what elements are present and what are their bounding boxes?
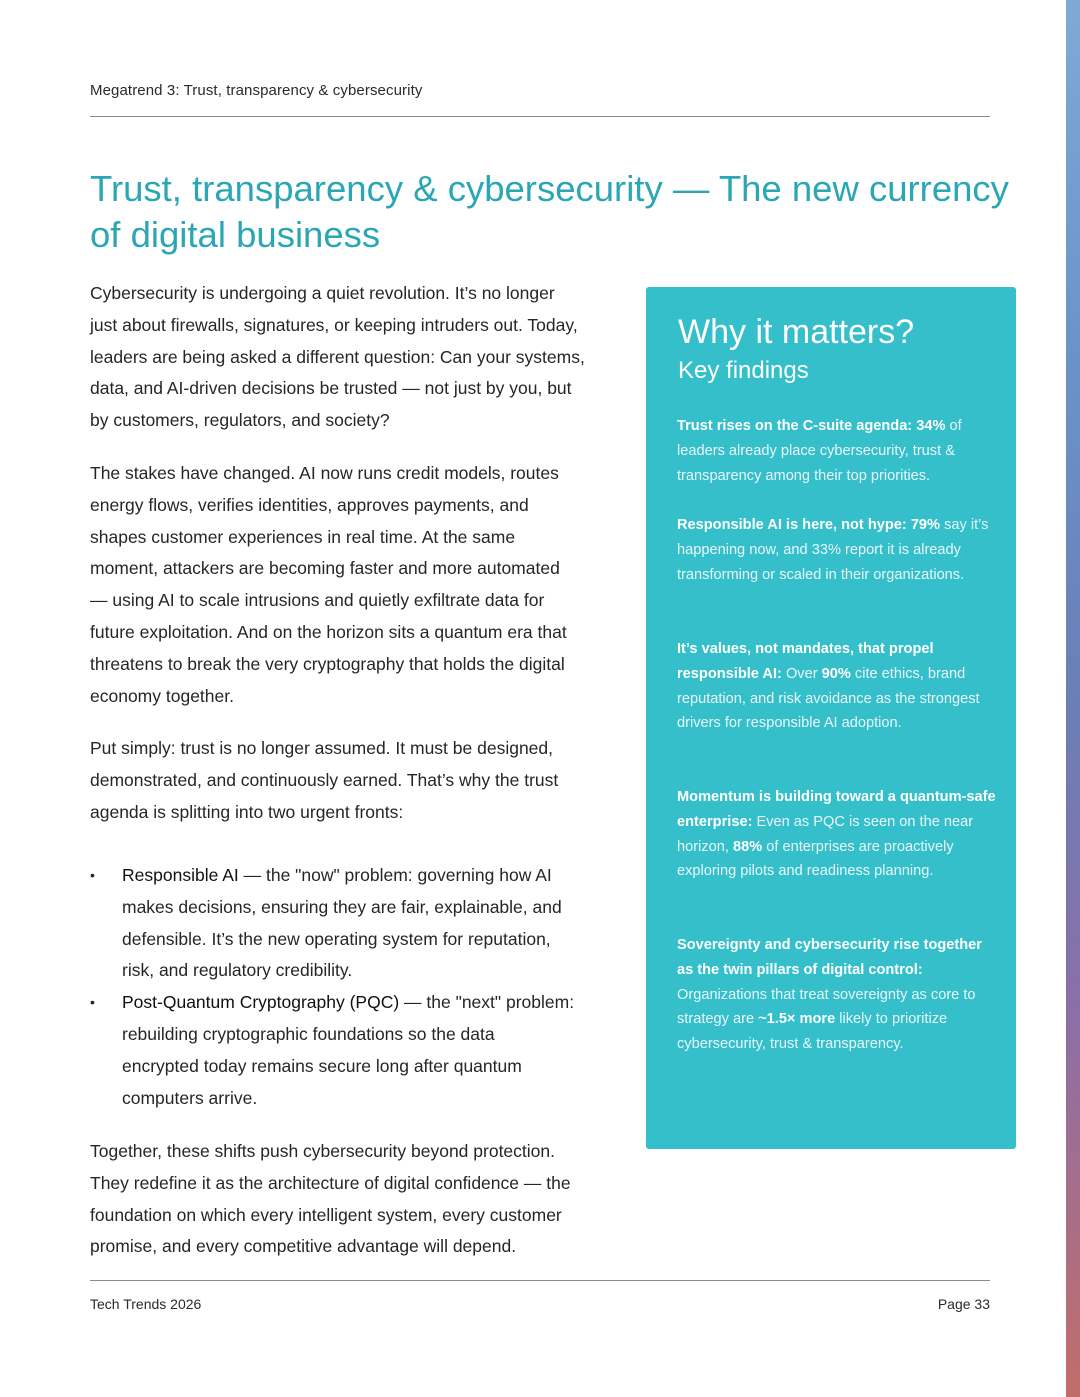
bullet-text: — the "next" problem: xyxy=(399,992,575,1013)
bullet-marker: • xyxy=(90,867,95,883)
finding-text: Over xyxy=(781,665,822,682)
summary-paragraph xyxy=(90,733,558,828)
text-line: risk, and regulatory credibility. xyxy=(122,960,353,981)
text-line: foundation on which every intelligent system, every customer xyxy=(90,1204,562,1225)
text-line: demonstrated, and continuously earned. That’s why the trust xyxy=(90,769,559,790)
text-line: They redefine it as the architecture of digital confidence — the xyxy=(90,1172,571,1193)
finding-lead: Responsible AI is here, not hype: 79% xyxy=(677,517,941,533)
text-line: promise, and every competitive advantage will depend. xyxy=(90,1236,517,1257)
finding-item xyxy=(677,785,997,884)
key-findings-sidebar xyxy=(646,287,1016,1149)
intro-paragraph xyxy=(90,278,585,437)
text-line: rebuilding cryptographic foundations so the data xyxy=(122,1023,495,1044)
finding-lead: Sovereignty and cybersecurity rise together as the twin pillars of digital control: xyxy=(677,937,982,978)
finding-highlight: 90% xyxy=(821,665,851,682)
text-line: The stakes have changed. AI now runs credit models, routes xyxy=(90,463,559,483)
conclusion-paragraph xyxy=(90,1136,571,1263)
finding-highlight: 88% xyxy=(732,838,763,855)
header-divider xyxy=(90,116,990,117)
page-title xyxy=(90,166,1009,258)
bullet-term: Post-Quantum Cryptography (PQC) xyxy=(122,992,400,1013)
sidebar-subtitle: Key findings xyxy=(678,357,809,384)
finding-lead: Trust rises on the C-suite agenda: 34% xyxy=(677,418,946,434)
bullet-term: Responsible AI xyxy=(122,865,239,885)
finding-highlight: ~1.5× more xyxy=(758,1011,836,1028)
finding-text: Organizations that treat sovereignty as core to strategy are xyxy=(677,986,976,1028)
text-line: leaders are being asked a different question: Can your systems, xyxy=(90,346,585,367)
finding-item xyxy=(677,414,997,488)
text-line: economy together. xyxy=(90,685,234,706)
text-line: Together, these shifts push cybersecurity beyond protection. xyxy=(90,1141,555,1161)
finding-text: Even as PQC is seen on the near horizon, xyxy=(677,813,974,855)
running-header: Megatrend 3: Trust, transparency & cybersecurity xyxy=(90,82,423,99)
bullet-text: — the "now" problem: governing how AI xyxy=(238,865,552,885)
finding-text: likely to prioritize cybersecurity, trust & transparency. xyxy=(677,1011,948,1053)
page-title-line-2: of digital business xyxy=(90,214,381,255)
finding-text: say it’s happening now, and 33% report it is already transforming or scaled in their organizations. xyxy=(677,517,989,583)
bullet-marker: • xyxy=(90,994,95,1011)
finding-text: of enterprises are proactively exploring pilots and readiness planning. xyxy=(677,838,954,880)
text-line: Put simply: trust is no longer assumed. It must be designed, xyxy=(90,738,553,758)
page-number: Page 33 xyxy=(937,1296,990,1312)
text-line: computers arrive. xyxy=(122,1087,258,1108)
page-edge-gradient xyxy=(1066,0,1080,1397)
list-item xyxy=(90,860,574,987)
text-line: threatens to break the very cryptography that holds the digital xyxy=(90,653,565,674)
text-line: encrypted today remains secure long after quantum xyxy=(122,1055,522,1076)
finding-lead: Momentum is building toward a quantum-safe enterprise: xyxy=(677,789,996,830)
page-title-line-1: Trust, transparency & cybersecurity — The new currency xyxy=(90,168,1009,209)
bullet-first-line xyxy=(122,860,574,892)
finding-text: cite ethics, brand reputation, and risk avoidance as the strongest drivers for responsible AI adoption. xyxy=(677,665,980,732)
text-line: data, and AI-driven decisions be trusted — not just by you, but xyxy=(90,378,572,399)
text-line: by customers, regulators, and society? xyxy=(90,410,390,431)
footer-divider xyxy=(90,1280,990,1281)
text-line: moment, attackers are becoming faster and more automated xyxy=(90,558,560,579)
fronts-bullet-list xyxy=(90,860,574,1114)
stakes-paragraph xyxy=(90,458,567,712)
text-line: makes decisions, ensuring they are fair, explainable, and xyxy=(122,896,562,917)
text-line: — using AI to scale intrusions and quietly exfiltrate data for xyxy=(90,590,545,611)
finding-text: of leaders already place cybersecurity, trust & transparency among their top priorities. xyxy=(677,418,962,484)
sidebar-title: Why it matters? xyxy=(678,313,915,351)
text-line: energy flows, verifies identities, approves payments, and xyxy=(90,494,529,515)
text-line: future exploitation. And on the horizon sits a quantum era that xyxy=(90,621,567,642)
footer-publication: Tech Trends 2026 xyxy=(90,1296,202,1312)
text-line: Cybersecurity is undergoing a quiet revolution. It’s no longer xyxy=(90,283,555,303)
finding-item xyxy=(677,637,997,736)
finding-item xyxy=(677,513,997,587)
bullet-first-line xyxy=(122,987,574,1019)
finding-item xyxy=(677,933,997,1057)
finding-lead: It’s values, not mandates, that propel responsible AI: xyxy=(677,641,934,682)
text-line: just about firewalls, signatures, or keeping intruders out. Today, xyxy=(90,314,578,335)
text-line: agenda is splitting into two urgent fronts: xyxy=(90,801,404,822)
list-item xyxy=(90,987,574,1114)
text-line: defensible. It’s the new operating system for reputation, xyxy=(122,928,551,949)
text-line: shapes customer experiences in real time. At the same xyxy=(90,526,516,547)
